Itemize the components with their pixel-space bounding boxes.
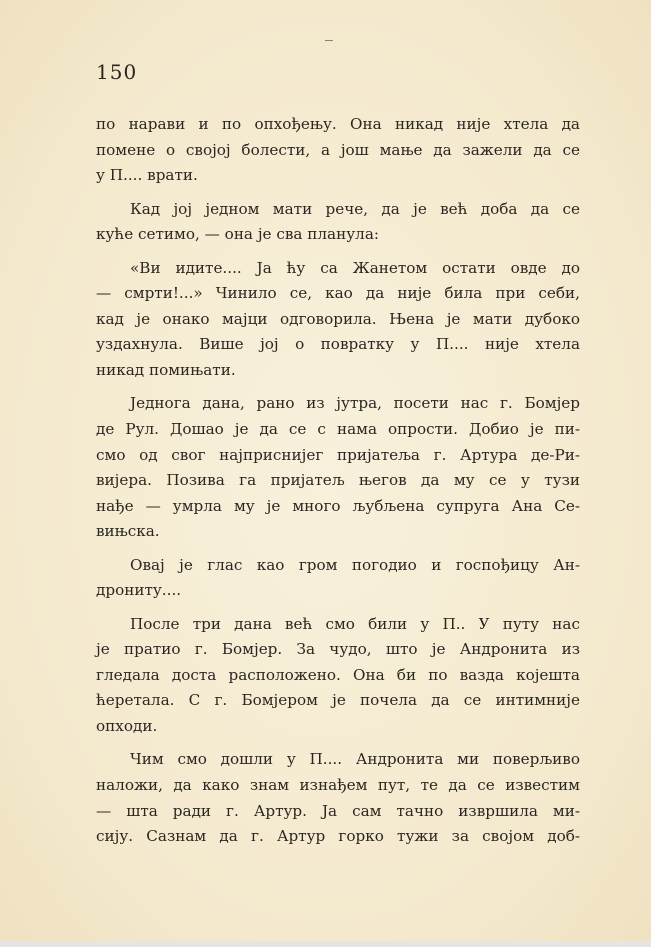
text-line: вињска. — [96, 522, 160, 541]
text-line: нађе — умрла му је много љубљена супруга Ана Се- — [96, 496, 580, 515]
text-line: у П.... врати. — [96, 166, 198, 185]
text-line: сију. Сазнам да г. Артур горко тужи за својом доб- — [96, 827, 580, 846]
text-line: «Ви идите.... Ја ћу са Жанетом остати овде до — [130, 258, 580, 277]
text-line: по нарави и по опхођењу. Она никад није хтела да — [96, 115, 580, 133]
text-line: После три дана већ смо били у П.. У путу нас — [130, 614, 580, 633]
text-line: — шта ради г. Артур. Ја сам тачно извршила ми- — [96, 801, 580, 820]
paragraph-4 — [96, 391, 580, 545]
text-line: опходи. — [96, 717, 158, 736]
text-line: ћеретала. С г. Бомјером је почела да се интимније — [96, 691, 580, 710]
text-line: Кад јој једном мати рече, да је већ доба да се — [130, 199, 580, 218]
page-bottom-edge — [0, 941, 651, 947]
text-line: вијера. Позива га пријатељ његов да му се у тузи — [96, 471, 580, 490]
text-line: куће сетимо, — она је сва планула: — [96, 225, 379, 244]
text-line: наложи, да како знам изнађем пут, те да се известим — [96, 776, 580, 795]
page-number: 150 — [96, 60, 138, 84]
print-mark — [325, 40, 333, 41]
text-line: Чим смо дошли у П.... Андронита ми поверљиво — [130, 750, 580, 769]
text-line: смо од свог најприснијег пријатеља г. Артура де-Ри- — [96, 445, 580, 464]
text-line: Једнога дана, рано из јутра, посети нас г. Бомјер — [130, 394, 580, 413]
text-line: — смрти!...» Чинило се, као да није била при себи, — [96, 284, 580, 303]
text-line: дрониту.... — [96, 581, 182, 600]
paragraph-2 — [96, 197, 580, 248]
text-line: гледала доста расположено. Она би по вазда којешта — [96, 665, 580, 684]
text-line: помене о својој болести, а још мање да зажели да се — [96, 140, 580, 159]
text-line: кад је онако мајци одговорила. Њена је мати дубоко — [96, 309, 580, 328]
text-line: де Рул. Дошао је да се с нама опрости. Добио је пи- — [96, 419, 580, 438]
text-line: Овај је глас као гром погодио и госпођицу Ан- — [130, 555, 580, 574]
body-text — [96, 112, 580, 858]
paragraph-7 — [96, 747, 580, 849]
paragraph-3 — [96, 256, 580, 384]
paragraph-5 — [96, 553, 580, 604]
paragraph-6 — [96, 612, 580, 740]
text-line: никад помињати. — [96, 360, 236, 379]
text-line: уздахнула. Више јој о повратку у П.... није хтела — [96, 335, 580, 354]
text-line: је пратио г. Бомјер. За чудо, што је Андронита из — [96, 640, 580, 659]
paragraph-1 — [96, 112, 580, 189]
